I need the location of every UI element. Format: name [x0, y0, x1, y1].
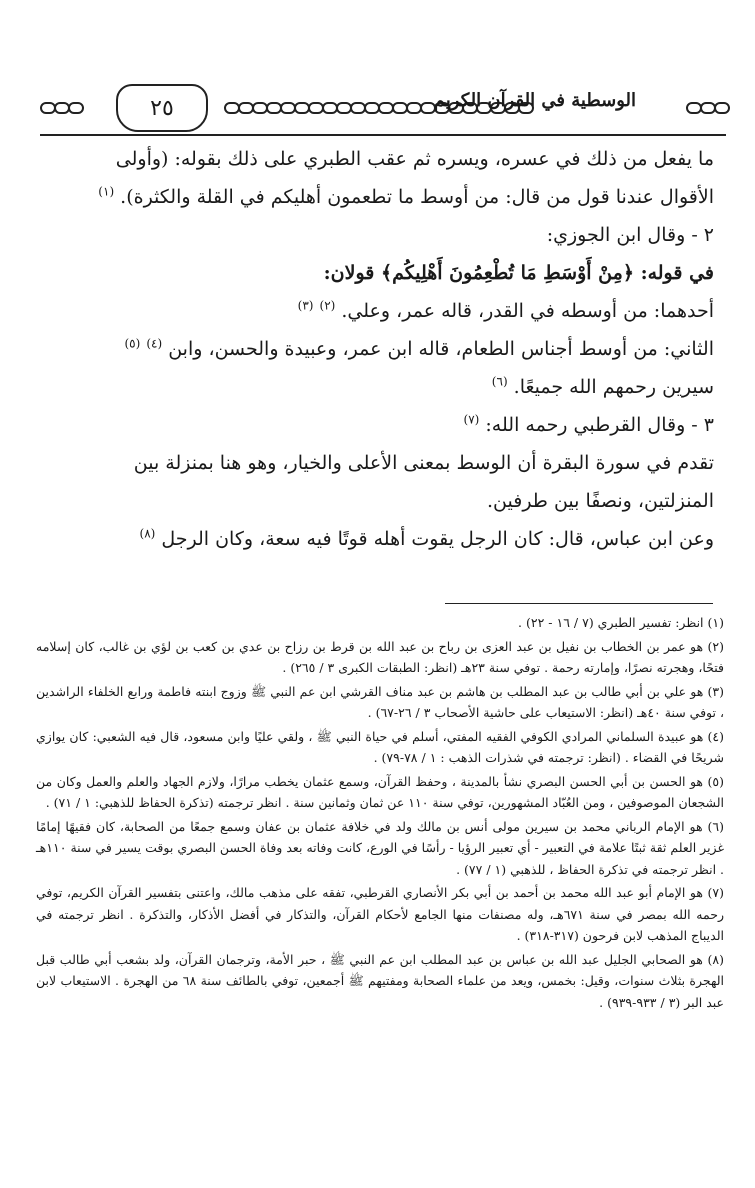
footnote-separator [445, 603, 713, 604]
footnote-ref: (٦) [491, 374, 508, 389]
text-line: ٣ - وقال القرطبي رحمه الله: $^{(٧)}$ [463, 412, 714, 436]
book-title: الوسطية في القرآن الكريم [433, 90, 636, 111]
page-number: ٢٥ [116, 84, 208, 132]
footnote-ref: (٤) [146, 336, 163, 351]
text-line: وعن ابن عباس، قال: كان الرجل يقوت أهله قوتًا فيه سعة، وكان الرجل $^{(٨)}$ [139, 526, 714, 550]
footnote-ref: (٧) [463, 412, 480, 427]
ornament-chain-left [40, 97, 82, 119]
text-line: سيرين رحمهم الله جميعًا. $^{(٦)}$ [491, 374, 714, 398]
footnotes [36, 612, 724, 1015]
main-text [46, 140, 714, 558]
footnote: (٥) هو الحسن بن أبي الحسن البصري نشأ بالمدينة ، وحفظ القرآن، وسمع عثمان يخطب مرارًا، ولازم الجهاد والعلم والعمل وكان من الشجعان الموصوفين ، ومن العُبّاد المشهورين، توفي سنة ١١٠ عن ثمان وثمانين سنة . انظر ترجمته (تذكرة الحفاظ للذهبي: ١ / ٧١) . [36, 773, 724, 810]
text-line: الثاني: من أوسط أجناس الطعام، قاله ابن عمر، وعبيدة والحسن، وابن $^{(٤)}$ $^{(٥)}$ [124, 336, 714, 360]
text-line: الأقوال عندنا قول من قال: من أوسط ما تطعمون أهليكم في القلة والكثرة). $^{(١)}$ [98, 184, 714, 208]
footnote: (٣) هو علي بن أبي طالب بن عبد المطلب بن هاشم بن عبد مناف القرشي ابن عم النبي ﷺ وزوج ابنته فاطمة ورابع الخلفاء الراشدين ، توفي سنة ٤٠هـ (انظر: الاستيعاب على حاشية الأصحاب ٣ / ٢٦-٦٧) . [36, 683, 724, 720]
footnote-ref: (٥) [124, 336, 141, 351]
text-line: ٢ - وقال ابن الجوزي: [546, 224, 714, 246]
text-line: أحدهما: من أوسطه في القدر، قاله عمر، وعلي. $^{(٢)}$ $^{(٣)}$ [297, 298, 714, 322]
text-line: في قوله: ﴿مِنْ أَوْسَطِ مَا تُطْعِمُونَ أَهْلِيكُم﴾ قولان: [323, 262, 714, 284]
footnote: (٧) هو الإمام أبو عبد الله محمد بن أحمد بن أبي بكر الأنصاري القرطبي، تفقه على مذهب مالك، واعتنى بتفسير القرآن الكريم، توفي رحمه الله بمصر في سنة ٦٧١هـ، وله مصنفات منها الجامع لأحكام القرآن، والتذكار في أفضل الأذكار، والتذكرة . انظر ترجمته في الديباج المذهب لابن فرحون (٣١٧-٣١٨) . [36, 885, 724, 943]
footnote-ref: (١) [98, 184, 115, 199]
footnote-ref: (٢) [319, 298, 336, 313]
footnote: (٨) هو الصحابي الجليل عبد الله بن عباس بن عبد المطلب ابن عم النبي ﷺ ، حبر الأمة، وترجمان القرآن، ولد بشعب أبي طالب قبل الهجرة بثلاث سنوات، وقيل: بخمس، ويعد من علماء الصحابة ومفتيهم ﷺ أجمعين، توفي بالطائف سنة ٦٨ من الهجرة . الاستيعاب لابن عبد البر (٣ / ٩٣٣-٩٣٩) . [36, 951, 724, 1010]
footnote: (٢) هو عمر بن الخطاب بن نفيل بن عبد العزى بن رباح بن عبد الله بن قرط بن رزاح بن عدي بن كعب بن لؤي بن غالب، كان إسلامه فتحًا، وهجرته نصرًا، وإمارته رحمة . توفي سنة ٢٣هـ (انظر: الطبقات الكبرى ٣ / ٢٦٥) . [36, 638, 724, 675]
text-line: تقدم في سورة البقرة أن الوسط بمعنى الأعلى والخيار، وهو هنا بمنزلة بين [133, 452, 714, 474]
footnote-ref: (٨) [139, 526, 156, 541]
header-rule [40, 134, 726, 136]
page-header [40, 86, 726, 130]
footnote: (٦) هو الإمام الرباني محمد بن سيرين مولى أنس بن مالك ولد في خلافة عثمان بن عفان وسمع جمعًا من الصحابة، كان فقيهًا إمامًا غزير العلم ثقة ثبتًا علامة في التعبير - أي تعبير الرؤيا - رأسًا في الورع، كانت وفاته بعد وفاة الحسن البصري بوقت يسير في سنة ١١٠هـ . انظر ترجمته في تذكرة الحفاظ ، للذهبي (١ / ٧٧) . [36, 818, 724, 877]
text-line: ما يفعل من ذلك في عسره، ويسره ثم عقب الطبري على ذلك بقوله: (وأولى [115, 148, 714, 170]
ornament-chain-right [686, 97, 728, 119]
footnote-ref: (٣) [297, 298, 314, 313]
footnote: (٤) هو عبيدة السلماني المرادي الكوفي الفقيه المفتي، أسلم في حياة النبي ﷺ ، ولقي عليًا وابن مسعود، قال فيه الشعبي: كان يوازي شريحًا في القضاء . (انظر: ترجمته في شذرات الذهب : ١ / ٧٨-٧٩) . [36, 728, 724, 765]
text-line: المنزلتين، ونصفًا بين طرفين. [487, 490, 714, 512]
footnote: (١) انظر: تفسير الطبري (٧ / ١٦ - ٢٢) . [518, 615, 724, 630]
